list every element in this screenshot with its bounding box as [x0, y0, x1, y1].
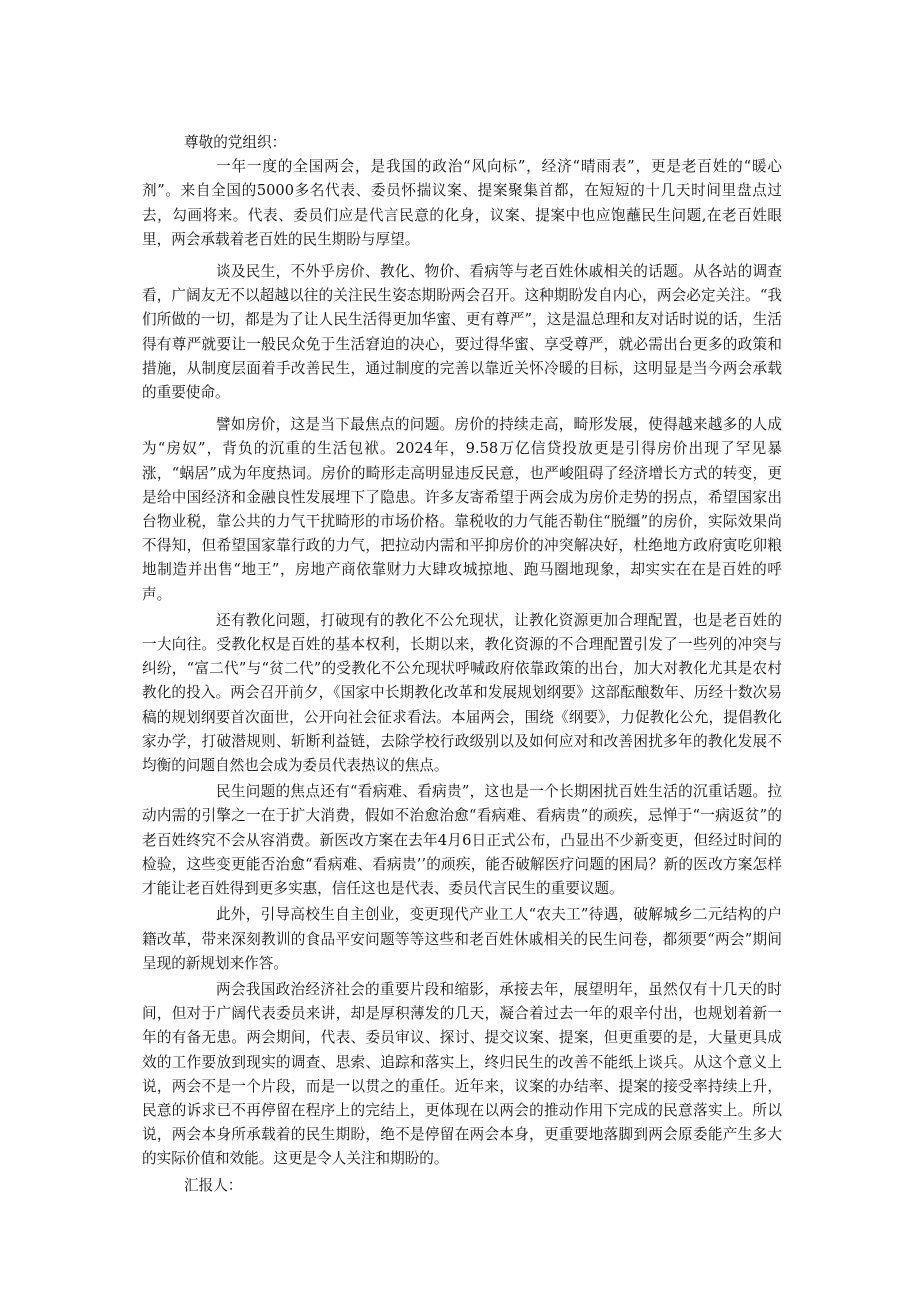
- paragraph-housing: 譬如房价，这是当下最焦点的问题。房价的持续走高，畸形发展，使得越来越多的人成为“房奴”，背负的沉重的生活包袱。2024年，9.58万亿信贷投放更是引得房价出现了罕见暴涨，“蜗居”成为年度热词。房价的畸形走高明显违反民意，也严峻阻碍了经济增长方式的转变，更是给中国经济和金融良性发展埋下了隐患。许多友寄希望于两会成为房价走势的拐点，希望国家出台物业税，靠公共的力气干扰畸形的市场价格。靠税收的力气能否勒住“脱缰”的房价，实际效果尚不得知，但希望国家靠行政的力气，把拉动内需和平抑房价的冲突解决好，杜绝地方政府寅吃卯粮地制造并出售“地王”，房地产商依靠财力大肆攻城掠地、跑马圈地现象，却实实在在是百姓的呼声。: [142, 416, 782, 603]
- document-page: [142, 131, 782, 1198]
- paragraph-other-issues: 此外，引导高校生自主创业，变更现代产业工人“农夫工”待遇，破解城乡二元结构的户籍改革，带来深刻教训的食品平安问题等等这些和老百姓休戚相关的民生问卷，都须要“两会”期间呈现的新规划来作答。: [142, 906, 782, 972]
- paragraph-conclusion: 两会我国政治经济社会的重要片段和缩影，承接去年，展望明年，虽然仅有十几天的时间，但对于广阔代表委员来讲，却是厚积薄发的几天，凝合着过去一年的艰辛付出，也规划着新一年的有备无患。两会期间，代表、委员审议、探讨、提交议案、提案，但更重要的是，大量更具成效的工作要放到现实的调查、思索、追踪和落实上，终归民生的改善不能纸上谈兵。从这个意义上说，两会不是一个片段，而是一以贯之的重任。近年来，议案的办结率、提案的接受率持续上升，民意的诉求已不再停留在程序上的完结上，更体现在以两会的推动作用下完成的民意落实上。所以说，两会本身所承载着的民生期盼，绝不是停留在两会本身，更重要地落脚到两会原委能产生多大的实际价值和效能。这更是令人关注和期盼的。: [142, 980, 782, 1168]
- paragraph-intro: 一年一度的全国两会，是我国的政治“风向标”，经济“晴雨表”，更是老百姓的“暖心剂”。来自全国的5000多名代表、委员怀揣议案、提案聚集首都，在短短的十几天时间里盘点过去，勾画将来。代表、委员们应是代言民意的化身，议案、提案中也应饱蘸民生问题,在老百姓眼里，两会承载着老百姓的民生期盼与厚望。: [142, 158, 782, 248]
- paragraph-livelihood: 谈及民生，不外乎房价、教化、物价、看病等与老百姓休戚相关的话题。从各站的调查看，广阔友无不以超越以往的关注民生姿态期盼两会召开。这种期盼发自内心，两会必定关注。“我们所做的一切，都是为了让人民生活得更加华蜜、更有尊严”，这是温总理和友对话时说的话，生活得有尊严就要让一般民众免于生活窘迫的决心，要过得华蜜、享受尊严，就必需出台更多的政策和措施，从制度层面着手改善民生，通过制度的完善以靠近关怀冷暖的目标，这明显是当今两会承载的重要使命。: [142, 263, 782, 402]
- paragraph-education: 还有教化问题，打破现有的教化不公允现状，让教化资源更加合理配置，也是老百姓的一大向往。受教化权是百姓的基本权利，长期以来，教化资源的不合理配置引发了一些列的冲突与纠纷，“富二代”与“贫二代”的受教化不公允现状呼喊政府依靠政策的出台，加大对教化尤其是农村教化的投入。两会召开前夕，《国家中长期教化改革和发展规划纲要》这部酝酿数年、历经十数次易稿的规划纲要首次面世，公开向社会征求看法。本届两会，围绕《纲要》，力促教化公允，提倡教化家办学，打破潜规则、斩断利益链，去除学校行政级别以及如何应对和改善困扰多年的教化发展不均衡的问题自然也会成为委员代表热议的焦点。: [142, 611, 782, 775]
- signature-line: 汇报人：: [184, 1176, 243, 1194]
- paragraph-healthcare: 民生问题的焦点还有“看病难、看病贵”，这也是一个长期困扰百姓生活的沉重话题。拉动内需的引擎之一在于扩大消费，假如不治愈治愈“看病难、看病贵”的顽疾，忌惮于“一病返贫”的老百姓终究不会从容消费。新医改方案在去年4月6日正式公布，凸显出不少新变更，但经过时间的检验，这些变更能否治愈“看病难、看病贵’’的顽疾，能否破解医疗问题的困局？新的医改方案怎样才能让老百姓得到更多实惠，信任这也是代表、委员代言民生的重要议题。: [142, 783, 782, 898]
- greeting: 尊敬的党组织：: [184, 134, 287, 151]
